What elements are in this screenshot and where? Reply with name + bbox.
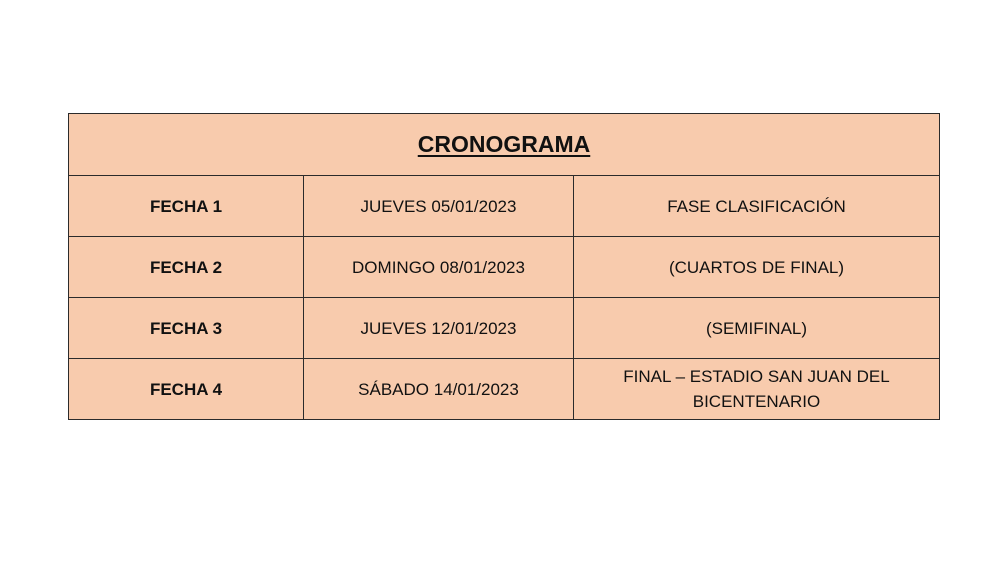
table-row <box>69 359 940 420</box>
table-row <box>69 237 940 298</box>
phase-cell: FINAL – ESTADIO SAN JUAN DEL BICENTENARIO <box>574 359 940 420</box>
title-cell <box>69 114 940 176</box>
table-row <box>69 298 940 359</box>
date-cell: SÁBADO 14/01/2023 <box>304 359 574 420</box>
date-cell: DOMINGO 08/01/2023 <box>304 237 574 298</box>
phase-cell: (CUARTOS DE FINAL) <box>574 237 940 298</box>
fecha-cell: FECHA 2 <box>69 237 304 298</box>
phase-cell: FASE CLASIFICACIÓN <box>574 176 940 237</box>
schedule-title: CRONOGRAMA <box>417 131 591 157</box>
fecha-cell: FECHA 3 <box>69 298 304 359</box>
table-row <box>69 176 940 237</box>
phase-cell: (SEMIFINAL) <box>574 298 940 359</box>
fecha-cell: FECHA 4 <box>69 359 304 420</box>
schedule-table <box>68 113 940 420</box>
date-cell: JUEVES 05/01/2023 <box>304 176 574 237</box>
date-cell: JUEVES 12/01/2023 <box>304 298 574 359</box>
fecha-cell: FECHA 1 <box>69 176 304 237</box>
title-row <box>69 114 940 176</box>
